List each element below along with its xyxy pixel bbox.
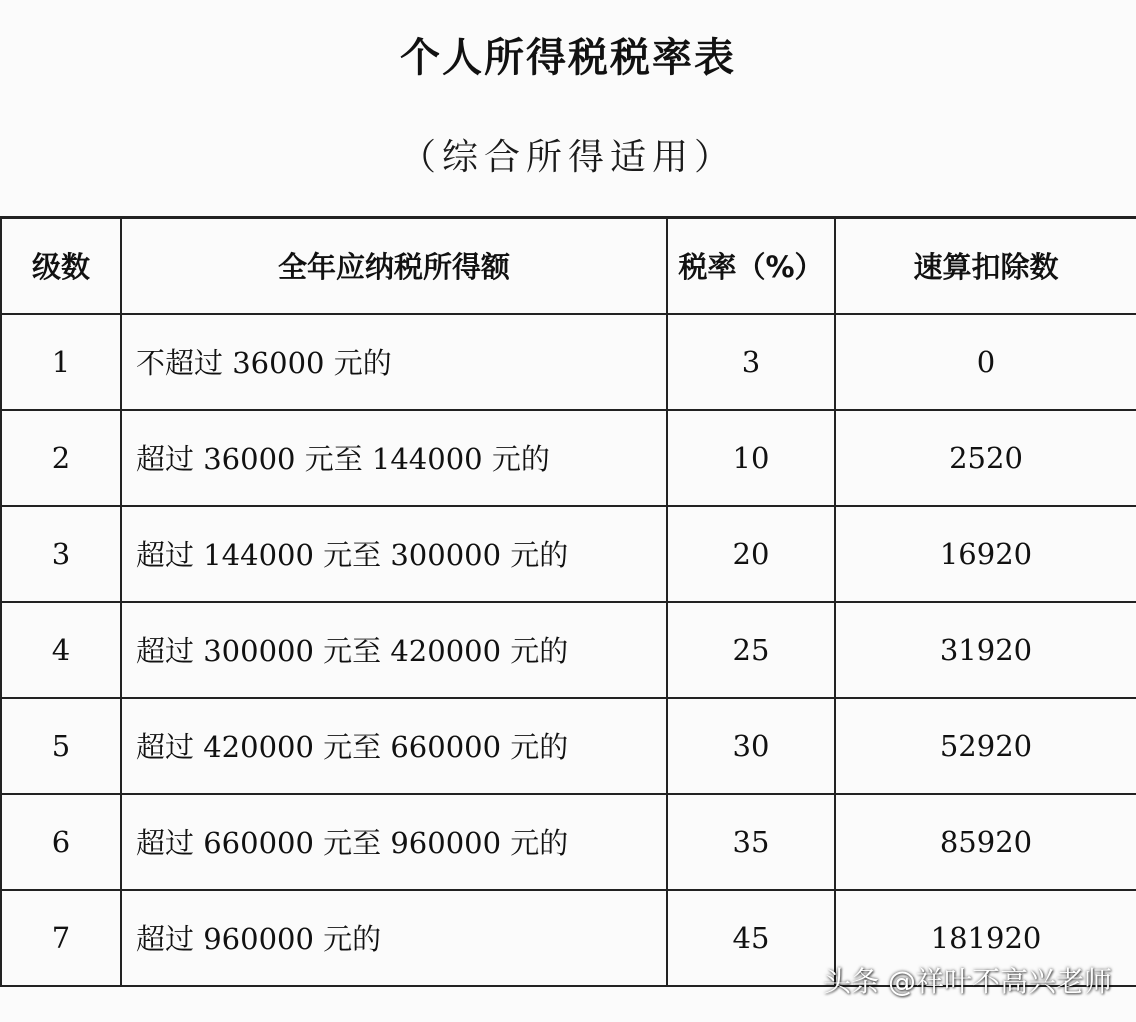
tax-rate-table [0,216,1136,987]
cell-deduction: 181920 [835,890,1136,986]
cell-deduction: 85920 [835,794,1136,890]
cell-deduction: 0 [835,314,1136,410]
watermark-label: 头条 @祥叶不高兴老师 [823,965,1112,998]
table-header-row [1,218,1136,314]
cell-deduction: 52920 [835,698,1136,794]
cell-income: 超过 960000 元的 [121,890,667,986]
table-row [1,314,1136,410]
cell-level: 6 [1,794,121,890]
cell-income: 超过 660000 元至 960000 元的 [121,794,667,890]
header-deduction: 速算扣除数 [835,218,1136,314]
header-rate: 税率（%） [667,218,835,314]
cell-level: 5 [1,698,121,794]
cell-level: 7 [1,890,121,986]
cell-rate: 45 [667,890,835,986]
table-row [1,602,1136,698]
cell-income: 超过 144000 元至 300000 元的 [121,506,667,602]
cell-rate: 30 [667,698,835,794]
cell-income: 超过 300000 元至 420000 元的 [121,602,667,698]
table-row [1,698,1136,794]
header-level: 级数 [1,218,121,314]
cell-deduction: 31920 [835,602,1136,698]
cell-level: 2 [1,410,121,506]
header-income: 全年应纳税所得额 [121,218,667,314]
cell-level: 1 [1,314,121,410]
cell-rate: 10 [667,410,835,506]
cell-income: 超过 36000 元至 144000 元的 [121,410,667,506]
cell-rate: 3 [667,314,835,410]
cell-deduction: 2520 [835,410,1136,506]
table-row [1,794,1136,890]
cell-income: 超过 420000 元至 660000 元的 [121,698,667,794]
cell-level: 4 [1,602,121,698]
document-title: 个人所得税税率表 [400,35,736,81]
table-row [1,410,1136,506]
cell-rate: 20 [667,506,835,602]
cell-rate: 25 [667,602,835,698]
cell-deduction: 16920 [835,506,1136,602]
table-row [1,506,1136,602]
cell-rate: 35 [667,794,835,890]
cell-income: 不超过 36000 元的 [121,314,667,410]
cell-level: 3 [1,506,121,602]
document-subtitle: （综合所得适用） [399,137,736,178]
